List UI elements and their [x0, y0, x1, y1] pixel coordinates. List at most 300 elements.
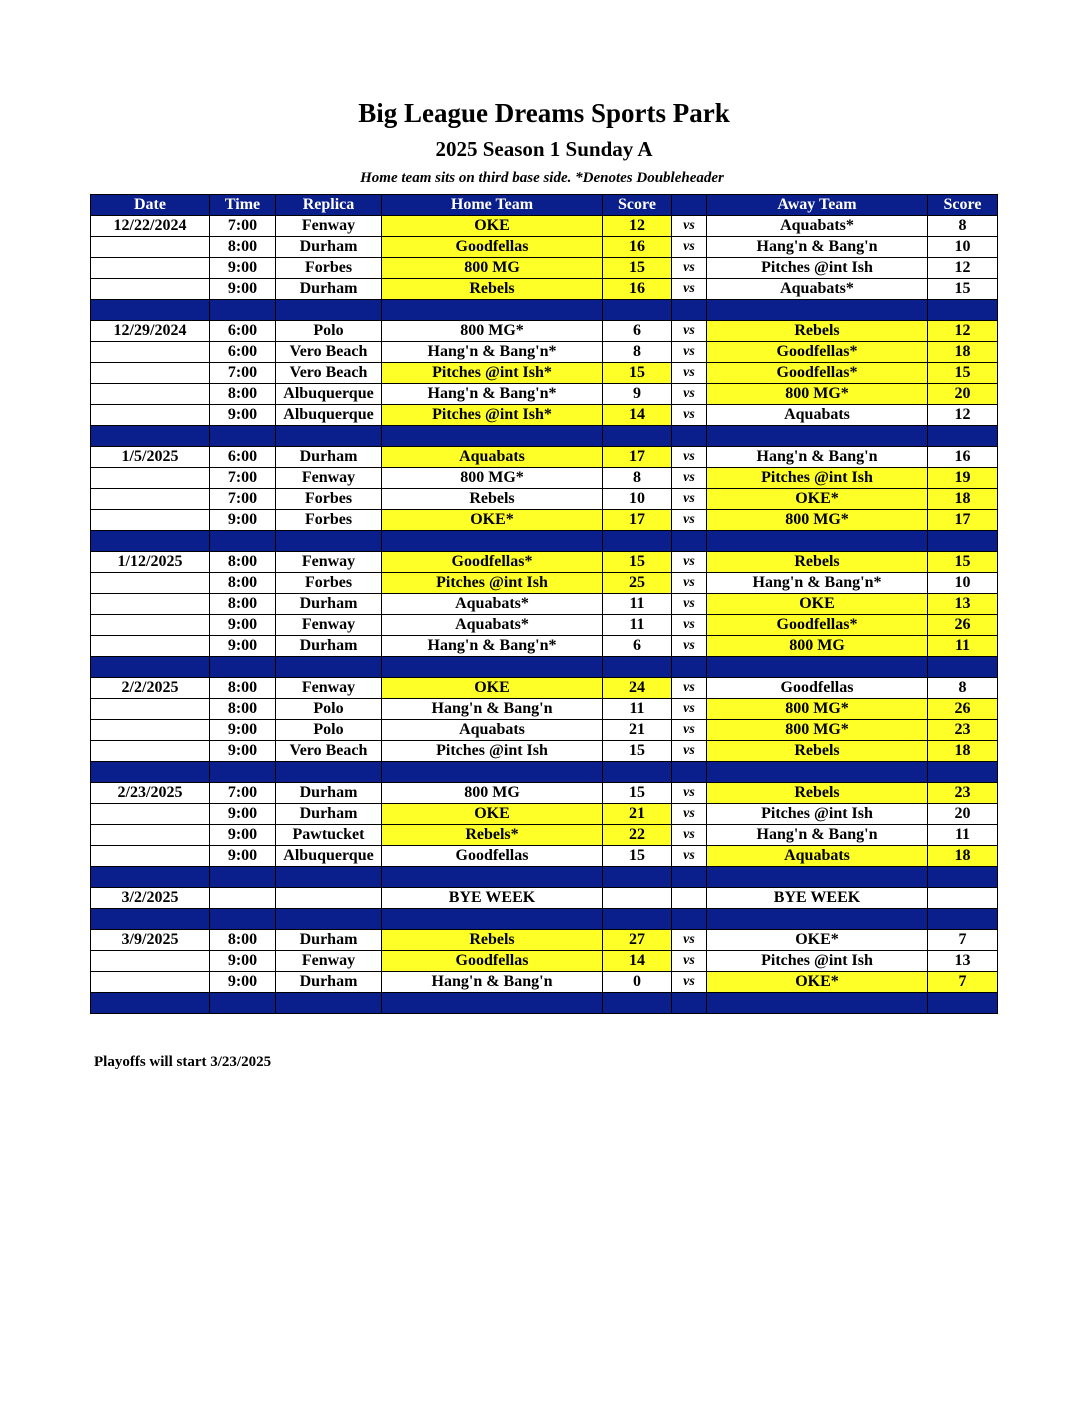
separator-cell: [672, 531, 707, 552]
column-header: Score: [603, 195, 672, 216]
away-team-cell: Hang'n & Bang'n: [707, 825, 928, 846]
vs-cell: vs: [672, 783, 707, 804]
replica-cell: [276, 888, 382, 909]
home-team-cell: 800 MG: [382, 258, 603, 279]
home-team-cell: Pitches @int Ish: [382, 741, 603, 762]
home-score-cell: 10: [603, 489, 672, 510]
column-header: Score: [928, 195, 998, 216]
home-score-cell: 14: [603, 405, 672, 426]
separator-cell: [707, 531, 928, 552]
time-cell: 8:00: [210, 237, 276, 258]
column-header: Away Team: [707, 195, 928, 216]
date-cell: 3/2/2025: [91, 888, 210, 909]
table-row: [91, 237, 998, 258]
replica-cell: Forbes: [276, 510, 382, 531]
table-header-row: [91, 195, 998, 216]
date-cell: [91, 363, 210, 384]
replica-cell: Albuquerque: [276, 405, 382, 426]
home-team-cell: BYE WEEK: [382, 888, 603, 909]
away-score-cell: 17: [928, 510, 998, 531]
separator-cell: [928, 909, 998, 930]
vs-cell: vs: [672, 573, 707, 594]
replica-cell: Vero Beach: [276, 741, 382, 762]
away-team-cell: Aquabats*: [707, 216, 928, 237]
replica-cell: Durham: [276, 783, 382, 804]
replica-cell: Durham: [276, 930, 382, 951]
vs-cell: vs: [672, 615, 707, 636]
separator-cell: [928, 993, 998, 1014]
date-cell: [91, 384, 210, 405]
home-team-cell: 800 MG*: [382, 321, 603, 342]
table-row: [91, 846, 998, 867]
separator-cell: [91, 426, 210, 447]
separator-cell: [276, 657, 382, 678]
table-row: [91, 615, 998, 636]
home-score-cell: 15: [603, 258, 672, 279]
away-score-cell: 18: [928, 741, 998, 762]
date-cell: [91, 615, 210, 636]
home-score-cell: 17: [603, 510, 672, 531]
separator-cell: [91, 531, 210, 552]
vs-cell: vs: [672, 384, 707, 405]
date-cell: 1/5/2025: [91, 447, 210, 468]
home-score-cell: 12: [603, 216, 672, 237]
separator-cell: [276, 993, 382, 1014]
home-score-cell: 21: [603, 720, 672, 741]
replica-cell: Polo: [276, 699, 382, 720]
separator-cell: [382, 993, 603, 1014]
away-score-cell: 23: [928, 720, 998, 741]
table-row: [91, 447, 998, 468]
vs-cell: vs: [672, 804, 707, 825]
date-cell: [91, 594, 210, 615]
separator-cell: [382, 657, 603, 678]
replica-cell: Polo: [276, 321, 382, 342]
table-row: [91, 825, 998, 846]
home-team-cell: Hang'n & Bang'n*: [382, 342, 603, 363]
time-cell: 9:00: [210, 741, 276, 762]
home-team-cell: Pitches @int Ish: [382, 573, 603, 594]
time-cell: 8:00: [210, 678, 276, 699]
away-team-cell: Pitches @int Ish: [707, 804, 928, 825]
column-header: [672, 195, 707, 216]
separator-cell: [672, 426, 707, 447]
home-team-cell: OKE: [382, 678, 603, 699]
date-cell: [91, 510, 210, 531]
away-team-cell: OKE*: [707, 489, 928, 510]
home-team-cell: Pitches @int Ish*: [382, 363, 603, 384]
table-row: [91, 363, 998, 384]
table-row: [91, 573, 998, 594]
away-team-cell: BYE WEEK: [707, 888, 928, 909]
replica-cell: Polo: [276, 720, 382, 741]
date-cell: 12/22/2024: [91, 216, 210, 237]
replica-cell: Albuquerque: [276, 384, 382, 405]
vs-cell: vs: [672, 741, 707, 762]
home-team-cell: Pitches @int Ish*: [382, 405, 603, 426]
date-cell: 3/9/2025: [91, 930, 210, 951]
time-cell: 8:00: [210, 594, 276, 615]
separator-cell: [276, 426, 382, 447]
away-team-cell: Rebels: [707, 321, 928, 342]
vs-cell: vs: [672, 972, 707, 993]
week-separator-row: [91, 300, 998, 321]
time-cell: 7:00: [210, 216, 276, 237]
table-row: [91, 405, 998, 426]
home-score-cell: 15: [603, 363, 672, 384]
separator-cell: [382, 909, 603, 930]
home-score-cell: 8: [603, 342, 672, 363]
separator-cell: [276, 300, 382, 321]
date-cell: [91, 972, 210, 993]
vs-cell: vs: [672, 678, 707, 699]
away-team-cell: 800 MG: [707, 636, 928, 657]
replica-cell: Forbes: [276, 489, 382, 510]
separator-cell: [210, 993, 276, 1014]
replica-cell: Forbes: [276, 258, 382, 279]
column-header: Date: [91, 195, 210, 216]
away-team-cell: OKE*: [707, 972, 928, 993]
away-team-cell: OKE*: [707, 930, 928, 951]
table-row: [91, 720, 998, 741]
separator-cell: [603, 762, 672, 783]
away-team-cell: Aquabats*: [707, 279, 928, 300]
away-score-cell: 11: [928, 825, 998, 846]
date-cell: [91, 825, 210, 846]
date-cell: 2/23/2025: [91, 783, 210, 804]
separator-cell: [707, 762, 928, 783]
away-score-cell: 8: [928, 678, 998, 699]
home-score-cell: 8: [603, 468, 672, 489]
table-row: [91, 468, 998, 489]
vs-cell: vs: [672, 468, 707, 489]
vs-cell: vs: [672, 720, 707, 741]
home-score-cell: 6: [603, 321, 672, 342]
week-separator-row: [91, 993, 998, 1014]
separator-cell: [276, 909, 382, 930]
week-separator-row: [91, 762, 998, 783]
home-score-cell: 21: [603, 804, 672, 825]
vs-cell: vs: [672, 405, 707, 426]
time-cell: 7:00: [210, 783, 276, 804]
separator-cell: [707, 867, 928, 888]
home-team-cell: Goodfellas: [382, 846, 603, 867]
vs-cell: vs: [672, 279, 707, 300]
home-score-cell: 22: [603, 825, 672, 846]
replica-cell: Durham: [276, 279, 382, 300]
week-separator-row: [91, 531, 998, 552]
table-row: [91, 258, 998, 279]
separator-cell: [276, 867, 382, 888]
away-team-cell: Hang'n & Bang'n: [707, 237, 928, 258]
away-score-cell: 16: [928, 447, 998, 468]
date-cell: [91, 804, 210, 825]
away-score-cell: 23: [928, 783, 998, 804]
week-separator-row: [91, 426, 998, 447]
away-team-cell: OKE: [707, 594, 928, 615]
home-score-cell: 11: [603, 699, 672, 720]
time-cell: 9:00: [210, 615, 276, 636]
away-score-cell: [928, 888, 998, 909]
home-score-cell: 27: [603, 930, 672, 951]
time-cell: 9:00: [210, 951, 276, 972]
table-row: [91, 342, 998, 363]
away-score-cell: 7: [928, 930, 998, 951]
separator-cell: [603, 993, 672, 1014]
away-team-cell: Goodfellas*: [707, 615, 928, 636]
separator-cell: [928, 426, 998, 447]
away-score-cell: 20: [928, 804, 998, 825]
home-team-cell: Rebels: [382, 930, 603, 951]
time-cell: 6:00: [210, 342, 276, 363]
table-row: [91, 636, 998, 657]
vs-cell: [672, 888, 707, 909]
separator-cell: [928, 531, 998, 552]
replica-cell: Fenway: [276, 678, 382, 699]
page-title: Big League Dreams Sports Park: [358, 98, 730, 128]
away-score-cell: 11: [928, 636, 998, 657]
separator-cell: [672, 909, 707, 930]
home-team-cell: Hang'n & Bang'n: [382, 972, 603, 993]
separator-cell: [210, 426, 276, 447]
home-team-cell: Hang'n & Bang'n*: [382, 636, 603, 657]
home-team-cell: Aquabats: [382, 720, 603, 741]
home-team-cell: OKE: [382, 216, 603, 237]
replica-cell: Durham: [276, 636, 382, 657]
table-row: [91, 951, 998, 972]
vs-cell: vs: [672, 636, 707, 657]
away-score-cell: 15: [928, 552, 998, 573]
replica-cell: Forbes: [276, 573, 382, 594]
vs-cell: vs: [672, 552, 707, 573]
home-score-cell: 6: [603, 636, 672, 657]
vs-cell: vs: [672, 321, 707, 342]
home-score-cell: 16: [603, 279, 672, 300]
replica-cell: Durham: [276, 804, 382, 825]
separator-cell: [672, 867, 707, 888]
away-score-cell: 8: [928, 216, 998, 237]
replica-cell: Durham: [276, 447, 382, 468]
time-cell: 9:00: [210, 510, 276, 531]
date-cell: [91, 279, 210, 300]
separator-cell: [707, 300, 928, 321]
replica-cell: Vero Beach: [276, 342, 382, 363]
home-team-cell: 800 MG: [382, 783, 603, 804]
table-row: [91, 384, 998, 405]
separator-cell: [928, 657, 998, 678]
separator-cell: [707, 909, 928, 930]
away-score-cell: 15: [928, 363, 998, 384]
away-score-cell: 18: [928, 489, 998, 510]
separator-cell: [210, 531, 276, 552]
week-separator-row: [91, 909, 998, 930]
separator-cell: [707, 993, 928, 1014]
page-subtitle: 2025 Season 1 Sunday A: [435, 137, 653, 161]
replica-cell: Albuquerque: [276, 846, 382, 867]
replica-cell: Fenway: [276, 951, 382, 972]
separator-cell: [276, 762, 382, 783]
column-header: Replica: [276, 195, 382, 216]
away-team-cell: 800 MG*: [707, 720, 928, 741]
time-cell: 9:00: [210, 825, 276, 846]
separator-cell: [672, 657, 707, 678]
vs-cell: vs: [672, 447, 707, 468]
separator-cell: [672, 300, 707, 321]
away-score-cell: 20: [928, 384, 998, 405]
separator-cell: [382, 531, 603, 552]
separator-cell: [91, 867, 210, 888]
table-row: [91, 279, 998, 300]
home-team-cell: Rebels: [382, 489, 603, 510]
date-cell: [91, 258, 210, 279]
away-score-cell: 26: [928, 699, 998, 720]
separator-cell: [210, 909, 276, 930]
home-team-cell: Rebels: [382, 279, 603, 300]
home-team-cell: Goodfellas*: [382, 552, 603, 573]
vs-cell: vs: [672, 510, 707, 531]
separator-cell: [928, 762, 998, 783]
playoffs-note: Playoffs will start 3/23/2025: [94, 1054, 272, 1070]
away-score-cell: 10: [928, 237, 998, 258]
separator-cell: [603, 300, 672, 321]
away-team-cell: Rebels: [707, 783, 928, 804]
time-cell: 8:00: [210, 699, 276, 720]
separator-cell: [382, 300, 603, 321]
home-score-cell: 15: [603, 846, 672, 867]
away-score-cell: 12: [928, 405, 998, 426]
table-row: [91, 216, 998, 237]
time-cell: 8:00: [210, 573, 276, 594]
table-row: [91, 489, 998, 510]
date-cell: 12/29/2024: [91, 321, 210, 342]
home-team-cell: 800 MG*: [382, 468, 603, 489]
away-score-cell: 7: [928, 972, 998, 993]
time-cell: 9:00: [210, 804, 276, 825]
home-score-cell: 14: [603, 951, 672, 972]
time-cell: 8:00: [210, 930, 276, 951]
separator-cell: [928, 300, 998, 321]
away-score-cell: 13: [928, 594, 998, 615]
home-team-cell: Goodfellas: [382, 237, 603, 258]
separator-cell: [603, 909, 672, 930]
separator-cell: [707, 657, 928, 678]
home-team-cell: OKE: [382, 804, 603, 825]
time-cell: 8:00: [210, 552, 276, 573]
date-cell: [91, 720, 210, 741]
home-score-cell: 15: [603, 783, 672, 804]
date-cell: [91, 468, 210, 489]
away-team-cell: Goodfellas: [707, 678, 928, 699]
separator-cell: [91, 657, 210, 678]
date-cell: 1/12/2025: [91, 552, 210, 573]
table-row: [91, 510, 998, 531]
home-score-cell: 9: [603, 384, 672, 405]
home-team-cell: Hang'n & Bang'n: [382, 699, 603, 720]
separator-cell: [91, 762, 210, 783]
column-header: Time: [210, 195, 276, 216]
time-cell: 9:00: [210, 258, 276, 279]
separator-cell: [603, 867, 672, 888]
vs-cell: vs: [672, 594, 707, 615]
time-cell: [210, 888, 276, 909]
time-cell: 7:00: [210, 363, 276, 384]
time-cell: 7:00: [210, 489, 276, 510]
date-cell: [91, 741, 210, 762]
home-score-cell: 15: [603, 741, 672, 762]
time-cell: 7:00: [210, 468, 276, 489]
date-cell: [91, 699, 210, 720]
table-row: [91, 741, 998, 762]
away-team-cell: Pitches @int Ish: [707, 951, 928, 972]
time-cell: 9:00: [210, 846, 276, 867]
away-team-cell: Rebels: [707, 741, 928, 762]
separator-cell: [603, 657, 672, 678]
home-team-cell: Aquabats*: [382, 594, 603, 615]
away-score-cell: 10: [928, 573, 998, 594]
home-team-cell: Hang'n & Bang'n*: [382, 384, 603, 405]
time-cell: 6:00: [210, 321, 276, 342]
away-team-cell: Hang'n & Bang'n: [707, 447, 928, 468]
separator-cell: [91, 300, 210, 321]
home-team-cell: Aquabats*: [382, 615, 603, 636]
replica-cell: Vero Beach: [276, 363, 382, 384]
home-score-cell: 0: [603, 972, 672, 993]
time-cell: 9:00: [210, 720, 276, 741]
date-cell: [91, 636, 210, 657]
date-cell: [91, 405, 210, 426]
away-team-cell: Pitches @int Ish: [707, 258, 928, 279]
separator-cell: [210, 657, 276, 678]
time-cell: 6:00: [210, 447, 276, 468]
away-score-cell: 13: [928, 951, 998, 972]
vs-cell: vs: [672, 216, 707, 237]
separator-cell: [210, 762, 276, 783]
time-cell: 9:00: [210, 279, 276, 300]
vs-cell: vs: [672, 237, 707, 258]
separator-cell: [928, 867, 998, 888]
vs-cell: vs: [672, 489, 707, 510]
home-score-cell: 11: [603, 615, 672, 636]
replica-cell: Durham: [276, 594, 382, 615]
table-row: [91, 678, 998, 699]
date-cell: [91, 951, 210, 972]
away-team-cell: Aquabats: [707, 846, 928, 867]
separator-cell: [91, 909, 210, 930]
home-score-cell: 25: [603, 573, 672, 594]
away-team-cell: Goodfellas*: [707, 342, 928, 363]
away-team-cell: Pitches @int Ish: [707, 468, 928, 489]
date-cell: [91, 237, 210, 258]
table-row: [91, 321, 998, 342]
separator-cell: [382, 762, 603, 783]
replica-cell: Fenway: [276, 468, 382, 489]
separator-cell: [672, 762, 707, 783]
separator-cell: [91, 993, 210, 1014]
table-row: [91, 783, 998, 804]
date-cell: [91, 342, 210, 363]
table-row: [91, 552, 998, 573]
away-team-cell: Rebels: [707, 552, 928, 573]
date-cell: 2/2/2025: [91, 678, 210, 699]
separator-cell: [276, 531, 382, 552]
table-row: [91, 972, 998, 993]
page-note: Home team sits on third base side. *Denotes Doubleheader: [360, 170, 724, 186]
away-team-cell: Goodfellas*: [707, 363, 928, 384]
replica-cell: Fenway: [276, 552, 382, 573]
away-score-cell: 26: [928, 615, 998, 636]
date-cell: [91, 846, 210, 867]
replica-cell: Durham: [276, 237, 382, 258]
